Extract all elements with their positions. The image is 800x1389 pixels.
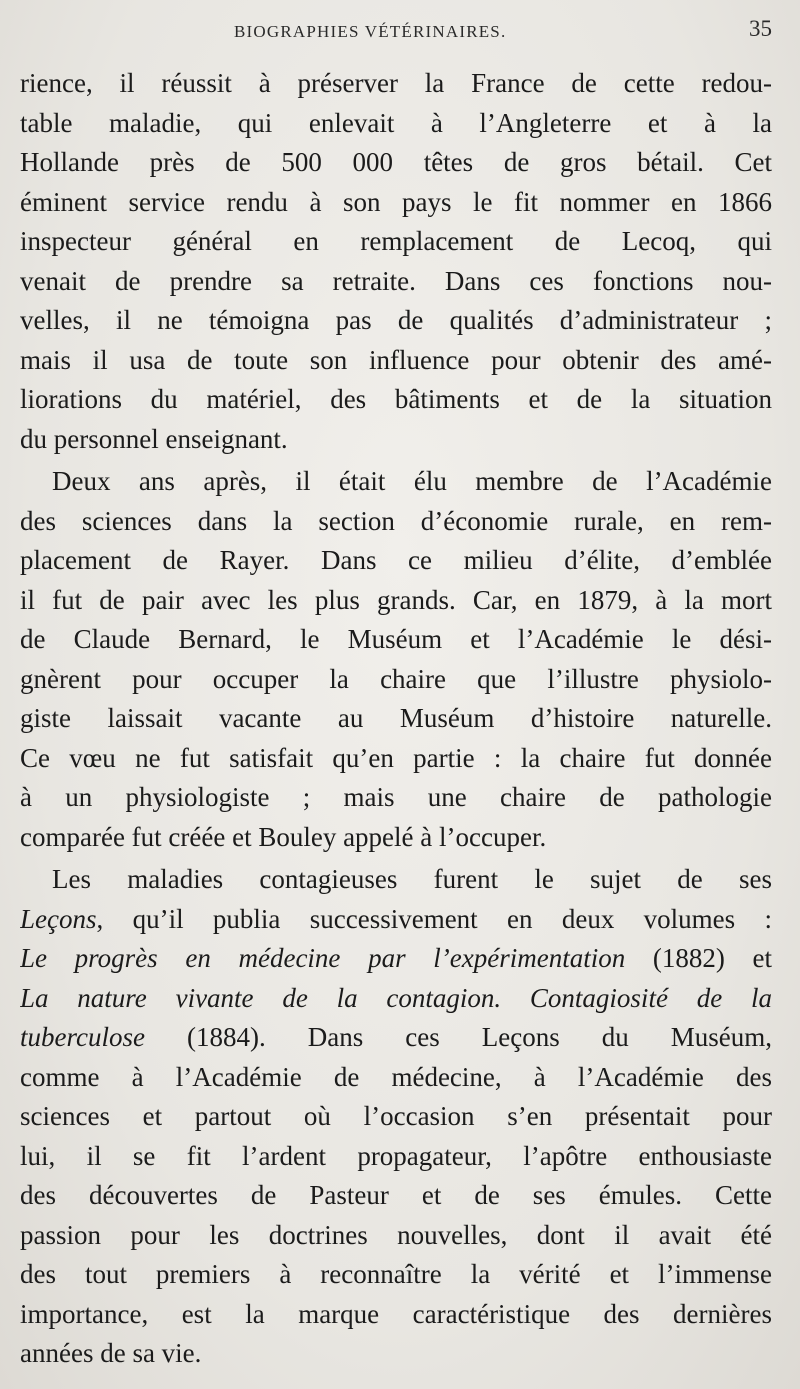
text-line: table maladie, qui enlevait à l’Angleterre et à la [20,107,772,138]
text-line: Hollande près de 500 000 têtes de gros bétail. Cet [20,147,772,177]
text-run: (1882) et [625,943,772,973]
text-line: velles, il ne témoigna pas de qualités d’administrateur ; [20,305,772,335]
text-line: giste laissait vacante au Muséum d’histoire naturelle. [20,703,772,733]
text-line: comme à l’Académie de médecine, à l’Académie des [20,1061,772,1092]
text-line: à un physiologiste ; mais une chaire de pathologie [20,782,772,812]
text-line: importance, est la marque caractéristique des dernières [20,1298,772,1329]
text-line: des tout premiers à reconnaître la vérité et l’immense [20,1259,772,1289]
paragraph [20,860,772,1374]
page-number: 35 [749,16,772,41]
text-line: du personnel enseignant. [20,423,288,454]
text-line: comparée fut créée et Bouley appelé à l’occuper. [20,821,547,852]
text-line: passion pour les doctrines nouvelles, dont il avait été [20,1219,772,1250]
italic-title: tuberculose [20,1022,145,1052]
text-line: liorations du matériel, des bâtiments et de la situation [20,384,772,414]
text-line: années de sa vie. [20,1338,202,1368]
text-run: , qu’il publia successivement en deux volumes : [96,903,772,934]
text-line: lui, il se fit l’ardent propagateur, l’apôtre enthousiaste [20,1140,772,1171]
text-line: Deux ans après, il était élu membre de l’Académie [52,466,772,496]
text-line: Ce vœu ne fut satisfait qu’en partie : la chaire fut donnée [20,742,772,773]
text-run: (1884). Dans ces Leçons du Muséum, [144,1022,772,1052]
text-line: mais il usa de toute son influence pour obtenir des amé- [20,344,772,375]
text-line: éminent service rendu à son pays le fit nommer en 1866 [20,186,772,217]
text-line: de Claude Bernard, le Muséum et l’Académie le dési- [20,624,772,654]
text-line: venait de prendre sa retraite. Dans ces fonctions nou- [20,265,772,296]
italic-title: La nature vivante de la contagion. Contagiosité de la [20,982,772,1013]
paragraph [20,64,772,459]
body-text [20,64,772,1374]
text-line: placement de Rayer. Dans ce milieu d’élite, d’emblée [20,545,772,575]
italic-title: Leçons [20,903,97,934]
text-line: des découvertes de Pasteur et de ses émules. Cette [20,1180,772,1210]
text-line: il fut de pair avec les plus grands. Car, en 1879, à la mort [20,584,772,615]
running-header [0,10,800,50]
text-line: inspecteur général en remplacement de Lecoq, qui [20,226,772,256]
text-line: rience, il réussit à préserver la France de cette redou- [20,68,772,98]
text-line [20,900,772,940]
running-title: BIOGRAPHIES VÉTÉRINAIRES. [234,22,507,41]
text-line [20,939,772,979]
paragraph [20,462,772,857]
text-line: gnèrent pour occuper la chaire que l’illustre physiolo- [20,663,772,694]
text-line [20,1018,772,1058]
text-line: sciences et partout où l’occasion s’en présentait pour [20,1101,772,1131]
text-line: Les maladies contagieuses furent le sujet de ses [52,864,772,894]
text-line: des sciences dans la section d’économie rurale, en rem- [20,505,772,536]
text-line [20,979,772,1019]
italic-title: Le progrès en médecine par l’expérimentation [20,943,626,973]
